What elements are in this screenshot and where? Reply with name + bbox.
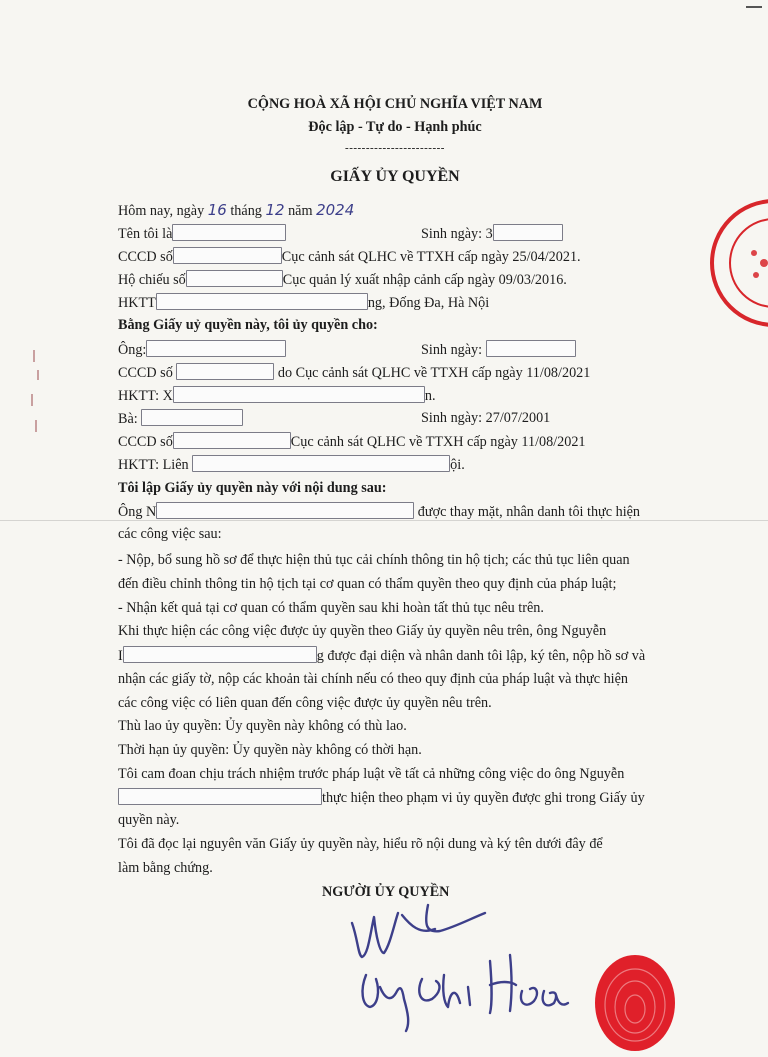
redacted-cccd: [176, 363, 274, 380]
date-day: 16: [207, 201, 227, 219]
grantor-cccd-line: [118, 247, 581, 266]
grantee1-name-line: [118, 340, 286, 359]
grantor-name-label: Tên tôi là: [118, 226, 173, 242]
content-p4-line2: làm bằng chứng.: [118, 860, 213, 876]
date-year-label: năm: [288, 203, 313, 219]
document-title: GIẤY ỦY QUYỀN: [330, 168, 460, 185]
content-p1-line1: [118, 502, 640, 521]
content-p3-line3: quyền này.: [118, 812, 180, 828]
content-p1-line2: các công việc sau:: [118, 526, 222, 542]
motto: Độc lập - Tự do - Hạnh phúc: [308, 119, 482, 135]
content-p2-line1: Khi thực hiện các công việc được ủy quyền theo Giấy ủy quyền nêu trên, ông Nguyễn: [118, 623, 607, 639]
grantor-passport-line: [118, 270, 567, 289]
grantee1-hktt-label: HKTT: X: [118, 388, 173, 404]
grantee1-cccd-label: CCCD số: [118, 365, 173, 381]
grantor-cccd-label: CCCD số: [118, 249, 173, 265]
grantee2-hktt-tail: ội.: [450, 457, 465, 473]
grantor-hktt-label: HKTT: [118, 295, 156, 311]
grantor-cccd-issued: Cục cảnh sát QLHC về TTXH cấp ngày 25/04/2021.: [281, 249, 581, 265]
redacted-names: [156, 502, 414, 519]
date-year: 2024: [316, 201, 355, 219]
republic-heading: CỘNG HOÀ XÃ HỘI CHỦ NGHĨA VIỆT NAM: [247, 96, 543, 112]
header-divider: ------------------------: [345, 142, 445, 154]
redacted-address: [192, 455, 450, 472]
grantee1-dob-line: [421, 340, 576, 359]
grantee2-cccd-line: [118, 432, 586, 451]
p3-end: thực hiện theo phạm vi ủy quyền được ghi trong Giấy ủy: [322, 790, 645, 806]
bullet2: - Nhận kết quả tại cơ quan có thẩm quyền sau khi hoàn tất thủ tục nêu trên.: [118, 600, 544, 616]
grantor-dob-line: [421, 224, 563, 243]
grantee2-cccd-label: CCCD số: [118, 434, 173, 450]
content-p3-line2: [118, 788, 645, 807]
redacted-name: [141, 409, 243, 426]
signer-heading: NGƯỜI ỦY QUYỀN: [322, 884, 450, 900]
grantee2-hktt-line: [118, 455, 465, 474]
content-p2-line2: [118, 646, 645, 665]
grantee2-name-label: Bà:: [118, 411, 138, 427]
term-line: Thời hạn ủy quyền: Ủy quyền này không có thời hạn.: [118, 742, 422, 758]
redacted-cccd: [173, 432, 291, 449]
fee-line: Thù lao ủy quyền: Ủy quyền này không có thù lao.: [118, 718, 407, 734]
date-month-label: tháng: [230, 203, 262, 219]
p2-start: I: [118, 648, 123, 664]
redacted-name: [146, 340, 286, 357]
content-heading: Tôi lập Giấy ủy quyền này với nội dung sau:: [118, 480, 387, 496]
grantee1-name-label: Ông:: [118, 342, 147, 358]
redacted-names: [123, 646, 317, 663]
redacted-address: [173, 386, 425, 403]
redacted-name: [172, 224, 286, 241]
grantee2-dob: Sinh ngày: 27/07/2001: [421, 410, 551, 426]
grantee1-dob-label: Sinh ngày:: [421, 342, 483, 358]
redacted-address: [156, 293, 368, 310]
content-p2-line3: nhận các giấy tờ, nộp các khoản tài chính nếu có theo quy định của pháp luật và thực hiện: [118, 671, 629, 687]
redacted-names: [118, 788, 322, 805]
grantee1-hktt-line: [118, 386, 436, 405]
grantor-passport-issued: Cục quản lý xuất nhập cảnh cấp ngày 09/03/2016.: [282, 272, 567, 288]
edge-marks: [28, 350, 42, 450]
date-month: 12: [265, 201, 285, 219]
redacted-dob: [486, 340, 576, 357]
content-p3-line1: Tôi cam đoan chịu trách nhiệm trước pháp luật về tất cả những công việc do ông Nguyễn: [118, 766, 625, 782]
content-p2-line4: các công việc có liên quan đến công việc được ủy quyền nêu trên.: [118, 695, 492, 711]
red-seal-stamp: [704, 193, 768, 333]
grantor-hktt-tail: ng, Đống Đa, Hà Nội: [367, 295, 490, 311]
grantor-dob-label: Sinh ngày: 3: [421, 226, 493, 242]
grant-heading: Bằng Giấy uỷ quyền này, tôi ủy quyền cho:: [118, 317, 378, 333]
fingerprint-mark: [585, 945, 685, 1055]
grantor-hktt-line: [118, 293, 489, 312]
redacted-dob: [493, 224, 563, 241]
p1-start: Ông N: [118, 504, 157, 520]
p1-end: được thay mặt, nhân danh tôi thực hiện: [417, 504, 641, 520]
redacted-cccd: [173, 247, 282, 264]
grantee2-name-line: [118, 409, 243, 428]
p2-end: g được đại diện và nhân danh tôi lập, ký tên, nộp hồ sơ và: [316, 648, 646, 664]
fold-line: [0, 520, 768, 521]
grantee2-hktt-label: HKTT: Liên: [118, 457, 189, 473]
bullet1-line1: - Nộp, bổ sung hồ sơ để thực hiện thủ tục cải chính thông tin hộ tịch; các thủ tục liên quan: [118, 552, 630, 568]
grantor-name-line: [118, 224, 286, 243]
grantee1-cccd-issued: do Cục cảnh sát QLHC về TTXH cấp ngày 11/08/2021: [277, 365, 591, 381]
scan-mark: [746, 6, 762, 8]
grantee1-cccd-line: [118, 363, 590, 382]
bullet1-line2: đến điều chỉnh thông tin hộ tịch tại cơ quan có thẩm quyền theo quy định của pháp luật;: [118, 576, 617, 592]
content-p4-line1: Tôi đã đọc lại nguyên văn Giấy ủy quyền này, hiểu rõ nội dung và ký tên dưới đây để: [118, 836, 603, 852]
grantee2-cccd-issued: Cục cảnh sát QLHC về TTXH cấp ngày 11/08/2021: [290, 434, 586, 450]
grantee1-hktt-tail: n.: [424, 388, 436, 404]
date-prefix: Hôm nay, ngày: [118, 203, 205, 219]
grantor-passport-label: Hộ chiếu số: [118, 272, 186, 288]
date-line: [118, 201, 354, 220]
handwritten-signature: [340, 895, 590, 1045]
redacted-passport: [186, 270, 283, 287]
